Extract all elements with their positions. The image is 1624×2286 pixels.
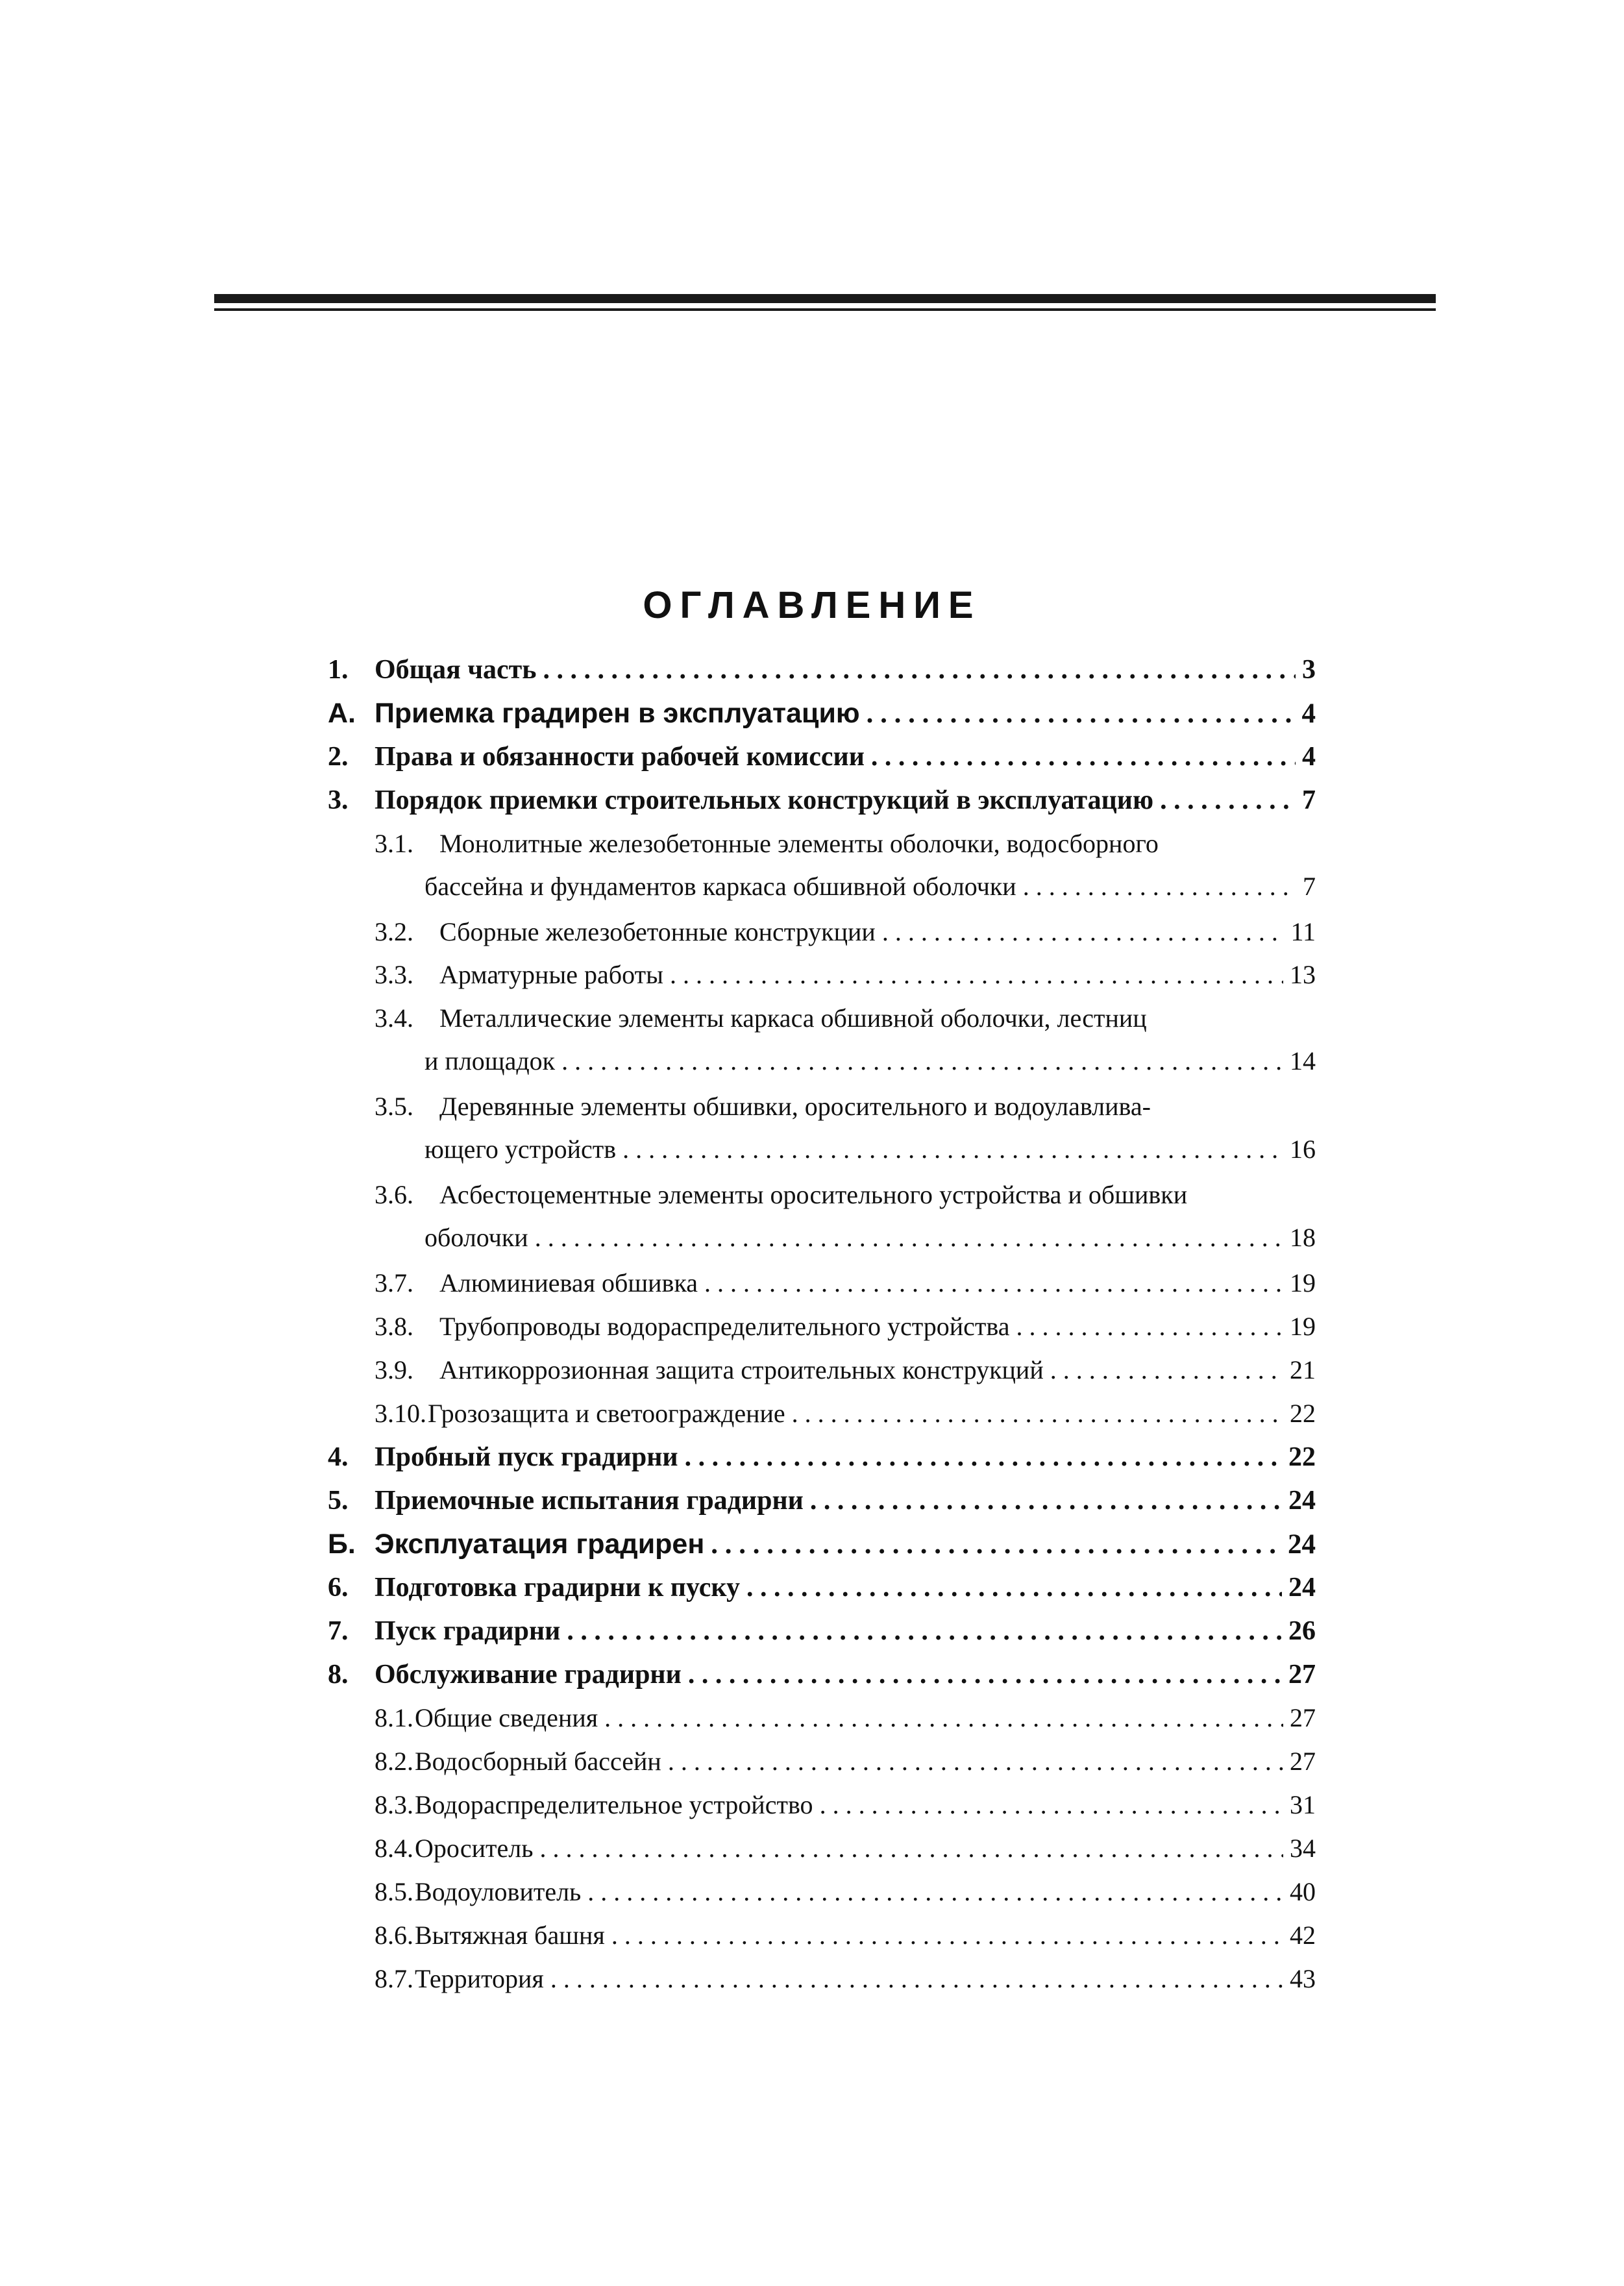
toc-entry-page: 18 [1290,1223,1316,1252]
toc-entry-number: 7. [328,1616,349,1646]
toc-entry-5[interactable] [328,1479,1316,1522]
toc-entry-title: Общие сведения [415,1703,598,1732]
toc-entry-4[interactable] [328,1436,1316,1479]
toc-entry-page: 34 [1290,1834,1316,1863]
toc-entry-page: 24 [1288,1573,1316,1603]
dot-leader [1023,865,1296,908]
dot-leader [668,1740,1283,1783]
toc-part-a[interactable] [328,692,1316,735]
toc-entry-title: Водораспределительное устройство [415,1790,813,1819]
toc-entry-8-7[interactable] [375,1958,1316,2000]
toc-entry-number: 8.1. [375,1703,413,1732]
toc-entry-title: Арматурные работы [439,960,663,989]
toc-entry-page: 31 [1290,1790,1316,1819]
toc-entry-page: 26 [1288,1616,1316,1646]
toc-entry-number: 3.9. [375,1355,413,1384]
toc-entry-3-9[interactable] [375,1349,1316,1392]
dot-leader [1016,1305,1283,1348]
toc-entry-8[interactable] [328,1653,1316,1696]
toc-entry-number: 3.1. [375,829,413,858]
toc-entry-3-7[interactable] [375,1262,1316,1305]
dot-leader [871,735,1296,778]
toc-entry-title-line1: Монолитные железобетонные элементы оболочки, водосборного [439,829,1159,858]
toc-entry-number: 8.5. [375,1877,413,1906]
toc-entry-number: 8.3. [375,1790,413,1819]
dot-leader [611,1914,1283,1957]
toc-entry-3-10[interactable] [375,1392,1316,1435]
toc-entry-3-4[interactable] [375,997,1316,1083]
toc-entry-page: 40 [1290,1877,1316,1906]
toc-entry-number: 3.4. [375,1003,413,1033]
toc-entry-8-4[interactable] [375,1827,1316,1870]
toc-entry-page: 42 [1290,1921,1316,1950]
toc-entry-number: 3.7. [375,1268,413,1297]
toc-entry-number: 4. [328,1442,349,1472]
dot-leader [561,1040,1283,1083]
toc-entry-title: оболочки [424,1223,528,1252]
toc-entry-6[interactable] [328,1566,1316,1609]
dot-leader [550,1958,1283,2000]
toc-entry-title: Порядок приемки строительных конструкций в эксплуатацию [375,785,1154,815]
toc-entry-page: 24 [1288,1486,1316,1516]
toc-entry-3-8[interactable] [375,1305,1316,1348]
toc-entry-title: Эксплуатация градирен [375,1529,705,1560]
toc-entry-2[interactable] [328,735,1316,778]
toc-entry-8-1[interactable] [375,1697,1316,1739]
toc-entry-7[interactable] [328,1610,1316,1653]
dot-leader [535,1216,1283,1259]
toc-entry-3-1[interactable] [375,822,1316,908]
toc-entry-title: Трубопроводы водораспределительного устройства [439,1312,1010,1341]
toc-entry-number: 1. [328,655,349,685]
toc-entry-page: 21 [1290,1355,1316,1384]
toc-entry-number: А. [328,698,356,729]
toc-entry-title: Территория [415,1964,544,1993]
toc-entry-title: Права и обязанности рабочей комиссии [375,742,865,772]
toc-entry-title-line1: Деревянные элементы обшивки, оросительного и водоулавлива- [439,1092,1151,1121]
toc-entry-number: 8.7. [375,1964,413,1993]
toc-entry-1[interactable] [328,648,1316,691]
toc-entry-number: 8.6. [375,1921,413,1950]
toc-entry-title: Обслуживание градирни [375,1660,682,1690]
toc-entry-page: 27 [1290,1703,1316,1732]
dot-leader [670,953,1283,996]
toc-entry-page: 3 [1302,655,1316,685]
toc-entry-title: ющего устройств [424,1135,617,1164]
toc-entry-title: Пробный пуск градирни [375,1442,678,1472]
toc-entry-title: и площадок [424,1046,556,1075]
dot-leader [810,1479,1282,1522]
toc-entry-title: Сборные железобетонные конструкции [439,917,876,946]
toc-entry-number: 5. [328,1486,349,1516]
dot-leader [711,1523,1281,1566]
toc-entry-3-6[interactable] [375,1174,1316,1259]
toc-entry-title: Пуск градирни [375,1616,561,1646]
toc-entry-page: 4 [1302,742,1316,772]
dot-leader [567,1610,1282,1653]
toc-entry-page: 22 [1288,1442,1316,1472]
toc-entry-title: Подготовка градирни к пуску [375,1573,740,1603]
toc-entry-page: 19 [1290,1268,1316,1297]
dot-leader [1160,779,1296,822]
toc-entry-title: Грозозащита и светоограждение [428,1399,785,1428]
dot-leader [539,1827,1283,1870]
toc-entry-3-3[interactable] [375,953,1316,996]
toc-entry-number: 3.6. [375,1180,413,1209]
toc-entry-title: Приемочные испытания градирни [375,1486,804,1516]
toc-entry-title: бассейна и фундаментов каркаса обшивной оболочки [424,872,1016,901]
toc-entry-page: 27 [1290,1747,1316,1776]
toc-entry-page: 24 [1288,1529,1316,1560]
toc-entry-page: 4 [1301,698,1316,729]
dot-leader [685,1436,1282,1479]
toc-entry-page: 27 [1288,1660,1316,1690]
toc-entry-title: Водоуловитель [415,1877,582,1906]
page-title: ОГЛАВЛЕНИЕ [643,584,981,626]
toc-entry-8-6[interactable] [375,1914,1316,1957]
toc-entry-page: 19 [1290,1312,1316,1341]
toc-entry-8-3[interactable] [375,1784,1316,1826]
dot-leader [792,1392,1283,1435]
toc-entry-8-2[interactable] [375,1740,1316,1783]
toc-entry-number: 3.2. [375,917,413,946]
toc-entry-number: 8.2. [375,1747,413,1776]
toc-entry-number: 2. [328,742,349,772]
toc-entry-title: Антикоррозионная защита строительных конструкций [439,1355,1044,1384]
dot-leader [587,1871,1283,1913]
dot-leader [1050,1349,1283,1392]
toc-entry-page: 7 [1303,872,1316,901]
toc-entry-3[interactable] [328,779,1316,822]
toc-entry-number: 8.4. [375,1834,413,1863]
toc-entry-page: 43 [1290,1964,1316,1993]
toc-entry-page: 22 [1290,1399,1316,1428]
toc-entry-title-line1: Металлические элементы каркаса обшивной оболочки, лестниц [439,1003,1147,1033]
toc-entry-page: 16 [1290,1135,1316,1164]
dot-leader [704,1262,1283,1305]
toc-entry-number: 8. [328,1660,349,1690]
toc-entry-title: Алюминиевая обшивка [439,1268,698,1297]
toc-entry-title: Вытяжная башня [415,1921,605,1950]
toc-entry-title-line1: Асбестоцементные элементы оросительного устройства и обшивки [439,1180,1188,1209]
toc-entry-number: Б. [328,1529,356,1560]
dot-leader [622,1128,1283,1171]
toc-entry-3-2[interactable] [375,911,1316,953]
toc-entry-title: Водосборный бассейн [415,1747,661,1776]
toc-part-b[interactable] [328,1523,1316,1566]
toc-entry-title: Приемка градирен в эксплуатацию [375,698,860,729]
dot-leader [867,693,1296,735]
toc-entry-page: 11 [1290,917,1316,946]
toc-entry-3-5[interactable] [375,1085,1316,1171]
toc-entry-number: 3.10. [375,1399,426,1428]
dot-leader [746,1566,1282,1609]
toc-entry-title: Общая часть [375,655,537,685]
toc-entry-number: 3.3. [375,960,413,989]
toc-entry-title: Ороситель [415,1834,534,1863]
toc-entry-number: 3.8. [375,1312,413,1341]
dot-leader [882,911,1285,953]
toc-entry-page: 13 [1290,960,1316,989]
dot-leader [688,1653,1282,1696]
toc-entry-8-5[interactable] [375,1871,1316,1913]
dot-leader [543,648,1296,691]
dot-leader [820,1784,1283,1826]
toc-entry-number: 3.5. [375,1092,413,1121]
toc-entry-page: 14 [1290,1046,1316,1075]
dot-leader [604,1697,1283,1739]
toc-entry-number: 3. [328,785,349,815]
toc-entry-page: 7 [1302,785,1316,815]
toc-entry-number: 6. [328,1573,349,1603]
